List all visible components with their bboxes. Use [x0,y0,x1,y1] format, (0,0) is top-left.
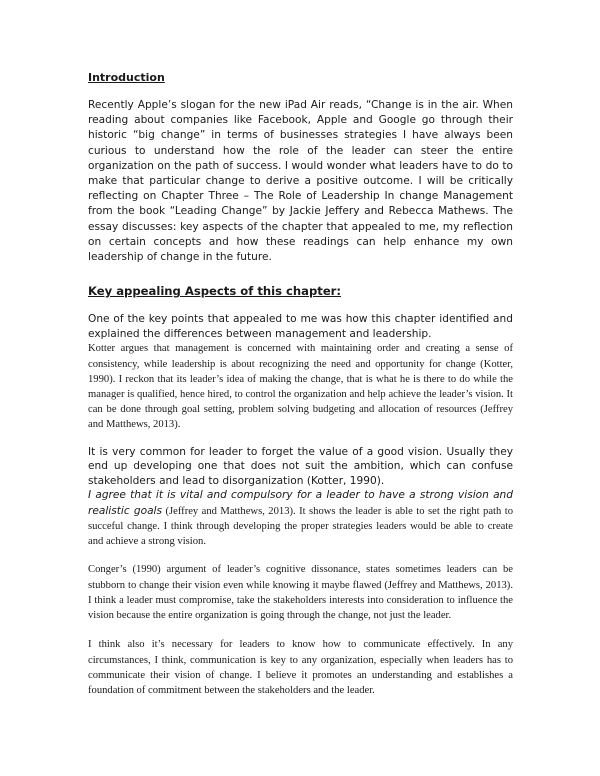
management-vs-leadership-paragraph: One of the key points that appealed to me was how this chapter identified and explained the differences between management and leadership. [88,313,513,340]
agree-rest-text: (Jeffrey and Matthews, 2013). It shows the leader is able to set the right path to succeful change. I think through developing the proper strategies leaders would be able to create and achieve a strong vision. [88,505,513,548]
kotter-paragraph: Kotter argues that management is concerned with maintaining order and creating a sense of consistency, while leadership is about recognizing the need and opportunity for change (Kotter, 1990). I reckon that its leader’s idea of making the change, that is what he is there to do while the manager is qualified, hence hired, to control the organization and help achieve the leader’s vision. It can be done through goal setting, problem solving budgeting and allocation of resources (Jeffrey and Matthews, 2013). [88,343,513,431]
agree-italic-text: I agree that it is vital and compulsory for a leader to have a strong vision and realistic goals [88,489,513,517]
introduction-heading: Introduction [88,71,165,84]
conger-paragraph: Conger’s (1990) argument of leader’s cognitive dissonance, states sometimes leaders can be stubborn to change their vision even while knowing it maybe flawed (Jeffrey and Matthews, 2013). I think a leader must compromise, take the stakeholders interests into consideration to influence the vision because the entire organization is going through the change, not just the leader. [88,564,513,622]
communication-paragraph: I think also it’s necessary for leaders to know how to communicate effectively. In any circumstances, I think, communication is key to any organization, especially when leaders has to communicate their vision of change. I believe it promotes an understanding and establishes a foundation of commitment between the stakeholders and the leader. [88,639,513,697]
introduction-paragraph: Recently Apple’s slogan for the new iPad Air reads, “Change is in the air. When reading about companies like Facebook, Apple and Google go through their historic “big change” in terms of businesses strategies I have always been curious to understand how the role of the leader can steer the entire organization on the path of success. I would wonder what leaders have to do to make that particular change to derive a positive outcome. I will be critically reflecting on Chapter Three – The Role of Leadership In change Management from the book “Leading Change” by Jackie Jeffery and Rebecca Mathews. The essay discusses: key aspects of the chapter that appealed to me, my reflection on certain concepts and how these readings can help enhance my own leadership of change in the future. [88,99,513,264]
vision-paragraph: It is very common for leader to forget the value of a good vision. Usually they end up developing one that does not suit the ambition, which can confuse stakeholders and lead to disorganization (Kotter, 1990). [88,445,513,487]
key-aspects-heading: Key appealing Aspects of this chapter: [88,284,342,299]
agree-paragraph [88,488,513,549]
document-page [88,70,513,699]
